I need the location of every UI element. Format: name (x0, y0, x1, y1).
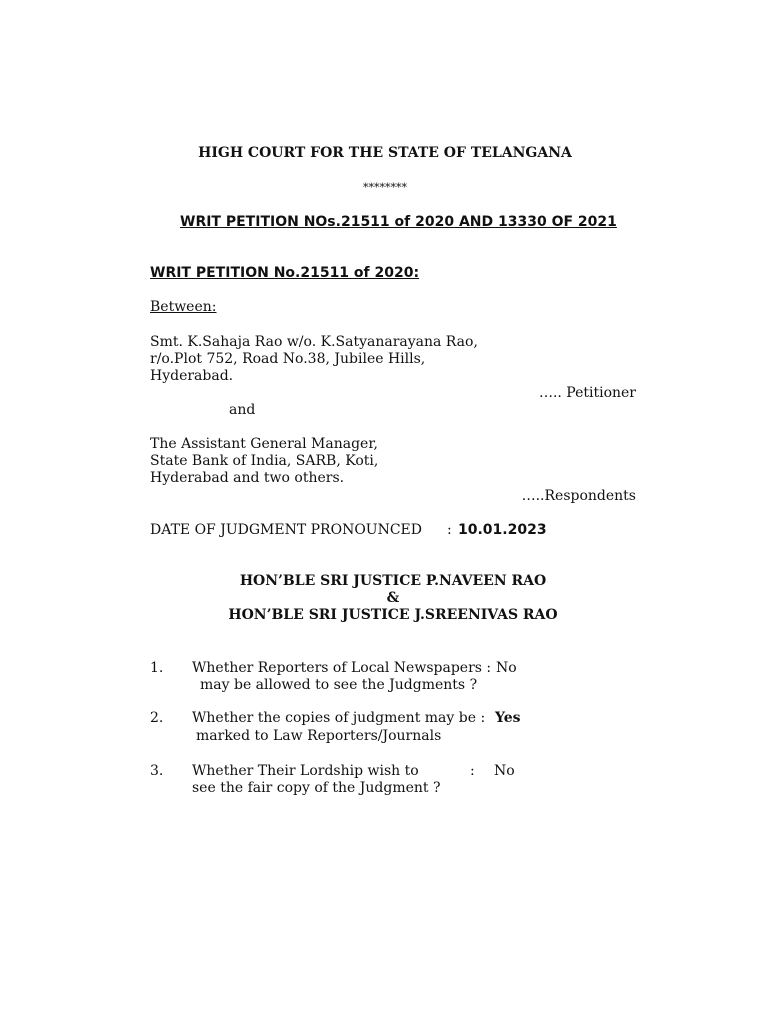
court-title: HIGH COURT FOR THE STATE OF TELANGANA (198, 145, 572, 161)
between-label: Between: (150, 299, 217, 315)
bench-ampersand: & (386, 590, 400, 606)
petitioner-line: r/o.Plot 752, Road No.38, Jubilee Hills, (150, 351, 426, 367)
case-heading: WRIT PETITION NOs.21511 of 2020 AND 13330 OF 2021 (180, 214, 617, 230)
judgment-date-label: DATE OF JUDGMENT PRONOUNCED (150, 522, 423, 538)
question-number: 2. (150, 710, 164, 726)
question-text: Whether Reporters of Local Newspapers : (192, 660, 492, 676)
question-text-continued: marked to Law Reporters/Journals (196, 728, 442, 744)
question-text-continued: see the fair copy of the Judgment ? (192, 780, 441, 796)
respondent-role: …..Respondents (521, 488, 636, 504)
respondent-line: State Bank of India, SARB, Koti, (150, 453, 379, 469)
justice-name-2: HON’BLE SRI JUSTICE J.SREENIVAS RAO (228, 607, 558, 623)
petitioner-line: Smt. K.Sahaja Rao w/o. K.Satyanarayana Rao, (150, 334, 478, 350)
question-answer: No (494, 763, 515, 779)
question-number: 3. (150, 763, 164, 779)
petitioner-role: ….. Petitioner (538, 385, 636, 401)
question-answer: Yes (495, 710, 521, 726)
question-number: 1. (150, 660, 164, 676)
question-colon: : (470, 763, 475, 779)
petitioner-line: Hyderabad. (150, 368, 234, 384)
judgment-date-colon: : (447, 522, 452, 538)
judgment-date-value: 10.01.2023 (458, 522, 547, 538)
and-label: and (229, 402, 256, 418)
separator-stars: ******** (363, 181, 407, 194)
respondent-line: The Assistant General Manager, (150, 436, 378, 452)
case-subheading: WRIT PETITION No.21511 of 2020: (150, 265, 420, 281)
question-text: Whether Their Lordship wish to (192, 763, 419, 779)
justice-name-1: HON’BLE SRI JUSTICE P.NAVEEN RAO (239, 573, 547, 589)
respondent-address (150, 436, 378, 487)
question-text-continued: may be allowed to see the Judgments ? (200, 677, 478, 693)
respondent-line: Hyderabad and two others. (150, 470, 345, 486)
question-answer: No (496, 660, 517, 676)
question-text: Whether the copies of judgment may be : (192, 710, 486, 726)
petitioner-address (150, 334, 478, 385)
